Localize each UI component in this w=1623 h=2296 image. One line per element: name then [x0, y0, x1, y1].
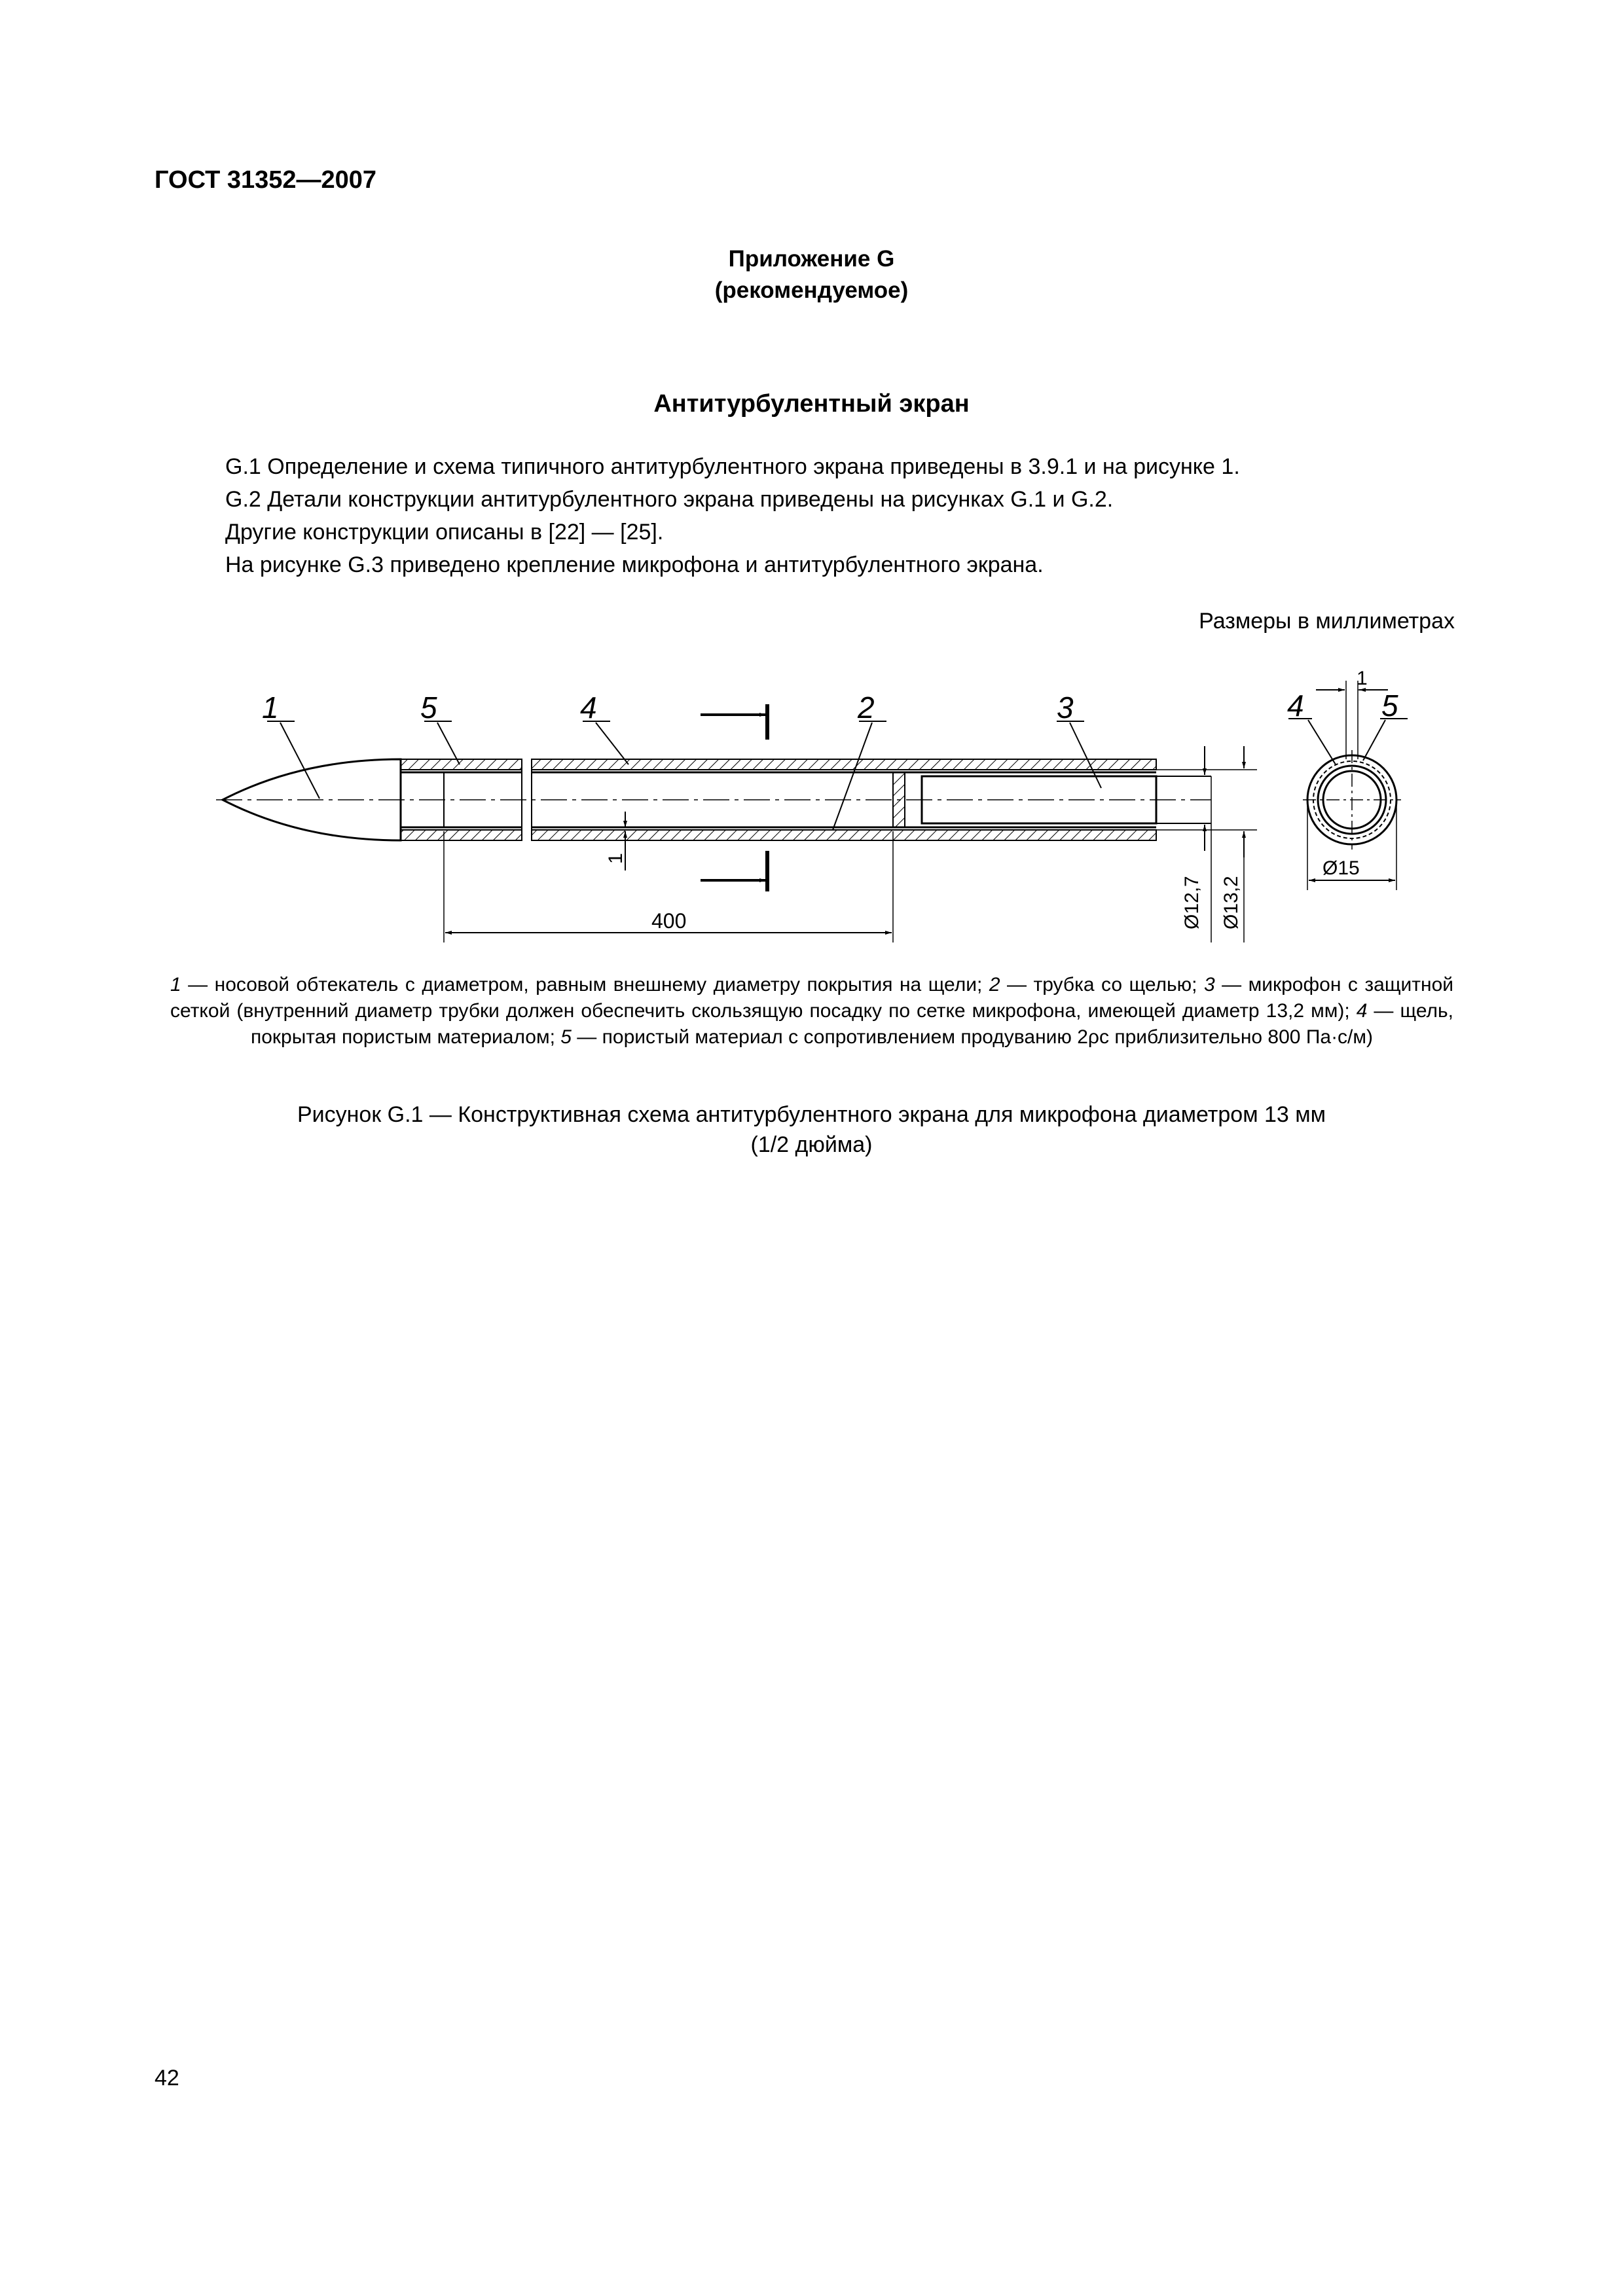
dim-length-400: 400 — [651, 909, 687, 933]
callout-5: 5 — [420, 691, 437, 725]
callout-3: 3 — [1057, 691, 1074, 725]
paragraph-g2: G.2 Детали конструкции антитурбулентного экрана приведены на рисунках G.1 и G.2. — [225, 487, 1114, 512]
page-number: 42 — [155, 2066, 179, 2090]
section-title: Антитурбулентный экран — [653, 390, 970, 418]
units-note: Размеры в миллиметрах — [1199, 609, 1455, 634]
dim-inner-diameter: Ø12,7 — [1181, 876, 1203, 929]
porous-layer-bottom-left — [401, 830, 522, 840]
callout-1: 1 — [262, 691, 279, 725]
callout-2: 2 — [858, 691, 875, 725]
windscreen-drawing — [196, 648, 1427, 949]
section-callout-4: 4 — [1287, 689, 1304, 723]
paragraph-fig-g3: На рисунке G.3 приведено крепление микрофона и антитурбулентного экрана. — [225, 552, 1044, 577]
dim-slot-gap: 1 — [605, 853, 627, 864]
figure-caption-line-1: Рисунок G.1 — Конструктивная схема антитурбулентного экрана для микрофона диаметром 13 мм — [297, 1102, 1326, 1127]
figure-caption — [0, 1100, 1623, 1160]
figure-legend: 1 — носовой обтекатель с диаметром, равным внешнему диаметру покрытия на щели; 2 — трубка со щелью; 3 — микрофон с защитной сеткой (внутренний диаметр трубки должен обеспечить скользящую посадку по сетке микрофона, имеющей диаметр 13,2 мм); 4 — щель, покрытая пористым материалом; 5 — пористый материал с сопротивлением продуванию 2ρc приблизительно 800 Па·с/м) — [170, 974, 1454, 1048]
annex-subtitle: (рекомендуемое) — [714, 278, 909, 303]
figure-caption-line-2: (1/2 дюйма) — [750, 1132, 873, 1157]
dim-section-gap: 1 — [1357, 668, 1368, 689]
document-id: ГОСТ 31352—2007 — [155, 166, 377, 194]
paragraph-g1: G.1 Определение и схема типичного антитурбулентного экрана приведены в 3.9.1 и на рисунке 1. — [225, 454, 1240, 479]
callout-4: 4 — [580, 691, 597, 725]
section-callout-5: 5 — [1381, 689, 1398, 723]
cross-section-view — [1303, 750, 1401, 850]
annex-title: Приложение G — [728, 246, 895, 272]
dim-outer-diameter: Ø13,2 — [1220, 876, 1242, 929]
annex-heading — [0, 243, 1623, 306]
dim-section-diameter: Ø15 — [1322, 857, 1360, 879]
paragraph-other-designs: Другие конструкции описаны в [22] — [25]. — [225, 520, 664, 545]
porous-layer-top-left — [401, 759, 522, 770]
